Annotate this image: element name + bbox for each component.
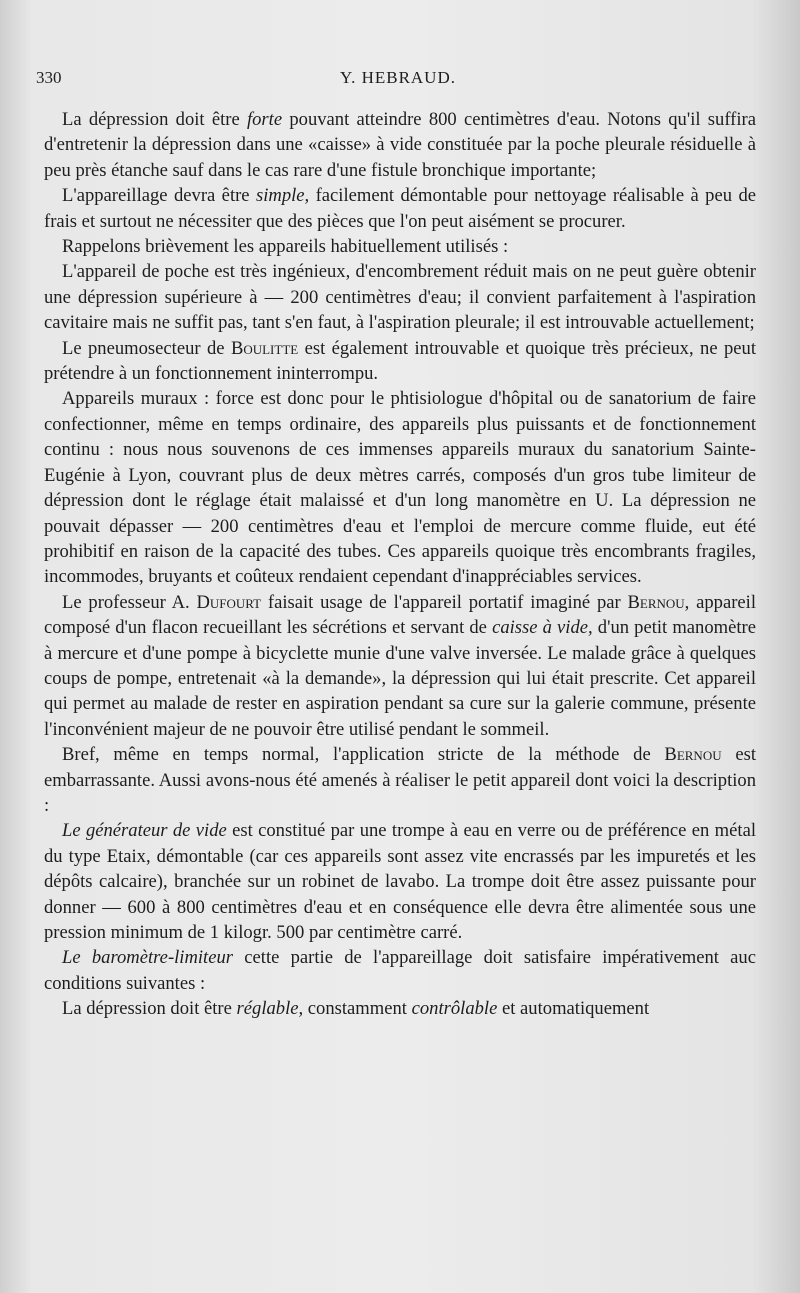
author-name: Dufourt <box>196 591 262 613</box>
paragraph <box>44 336 756 387</box>
author-name: Bernou <box>664 744 722 766</box>
page-header <box>36 68 760 94</box>
italic-run: caisse à vide, <box>492 617 593 639</box>
text-run: est embarrassante. Aussi avons-nous été amenés à réaliser le petit appareil dont voici la description : <box>44 744 756 816</box>
italic-run: réglable, <box>236 998 304 1020</box>
paragraph <box>44 818 756 945</box>
text-run: d'un petit manomètre à mercure et d'une pompe à bicyclette munie d'une valve inversée. Le malade grâce à quelques coups de pompe, entretenait «à la demande», la dépression qui lui était prescrite. Cet appareil qui permet au malade de rester en aspiration pendant sa cure sur la galerie commune, présente l'inconvénient majeur de ne pouvoir être utilisé pendant le sommeil. <box>44 617 756 740</box>
italic-run: simple, <box>255 185 310 207</box>
paragraph <box>44 386 756 589</box>
paragraph <box>44 742 756 818</box>
text-run: Le pneumosecteur de <box>62 337 231 359</box>
text-run: Le professeur A. <box>62 591 197 613</box>
author-name: Boulitte <box>230 337 299 359</box>
text-run: La dépression doit être <box>62 998 237 1020</box>
paragraph <box>44 590 756 742</box>
text-run: , appareil composé d'un flacon recueillant les sécrétions et servant de <box>44 591 756 639</box>
italic-run: forte <box>246 109 283 130</box>
author-name: Bernou <box>627 591 685 613</box>
text-run: est constitué par une trompe à eau en verre ou de préférence en métal du type Etaix, démontable (car ces appareils sont assez vite encrassés par les impuretés et les dépôts calcaire), branchée sur un robinet de lavabo. La trompe doit être assez puissante pour donner — 600 à 800 centimètres d'eau et en conséquence elle devra être alimentée sous une pression minimum de 1 kilogr. 500 par centimètre carré. <box>44 820 756 943</box>
text-run: Bref, même en temps normal, l'application stricte de la méthode de <box>62 744 665 766</box>
text-run: facilement démontable pour nettoyage réalisable à peu de frais et surtout ne nécessiter que des pièces que l'on peut aisément se procurer. <box>44 185 757 232</box>
page-number: 330 <box>36 68 62 87</box>
text-run: constamment <box>303 998 412 1020</box>
text-run: faisait usage de l'appareil portatif imaginé par <box>261 591 628 613</box>
paragraph <box>44 996 756 1021</box>
text-run: Rappelons brièvement les appareils habituellement utilisés : <box>62 236 509 258</box>
text-run: cette partie de l'appareillage doit satisfaire impérativement auc conditions suivantes : <box>44 947 756 994</box>
running-head: Y. HEBRAUD. <box>339 68 456 87</box>
paragraph <box>44 945 756 996</box>
paragraph <box>44 234 756 259</box>
paragraph <box>44 107 756 183</box>
italic-run: Le baromètre-limiteur <box>62 947 234 969</box>
text-run: pouvant atteindre 800 centimètres d'eau. Notons qu'il suffira d'entretenir la dépression dans une «caisse» à vide constituée par la poche pleurale résiduelle à peu près étanche sauf dans le cas rare d'une fistule bronchique importante; <box>44 109 756 181</box>
body-text <box>44 107 756 1022</box>
italic-run: contrôlable <box>411 998 498 1020</box>
text-run: est également introuvable et quoique très précieux, ne peut prétendre à un fonctionnement ininterrompu. <box>44 337 756 385</box>
text-run: Appareils muraux : force est donc pour le phtisiologue d'hôpital ou de sanatorium de faire confectionner, même en temps ordinaire, des appareils plus puissants et de fonctionnement continu : nous nous souvenons de ces immenses appareils muraux du sanatorium Sainte-Eugénie à Lyon, couvrant plus de deux mètres carrés, composés d'un gros tube limiteur de dépression dont le réglage était malaissé et d'un long manomètre en U. La dépression ne pouvait dépasser — 200 centimètres d'eau et l'emploi de mercure comme fluide, eut été prohibitif en raison de la capacité des tubes. Ces appareils quoique très encombrants fragiles, incommodes, bruyants et coûteux rendaient cependant d'inappréciables services. <box>44 388 756 588</box>
text-run: L'appareil de poche est très ingénieux, d'encombrement réduit mais on ne peut guère obtenir une dépression supérieure à — 200 centimètres d'eau; il convient parfaitement à l'aspiration cavitaire mais ne suffit pas, tant s'en faut, à l'aspiration pleurale; il est introuvable actuellement; <box>44 261 756 334</box>
italic-run: Le générateur de vide <box>62 820 227 842</box>
paragraph <box>44 183 756 234</box>
text-run: et automatiquement <box>497 998 650 1020</box>
text-run: La dépression doit être <box>62 109 247 130</box>
paragraph <box>44 259 756 335</box>
text-run: L'appareillage devra être <box>62 185 256 207</box>
